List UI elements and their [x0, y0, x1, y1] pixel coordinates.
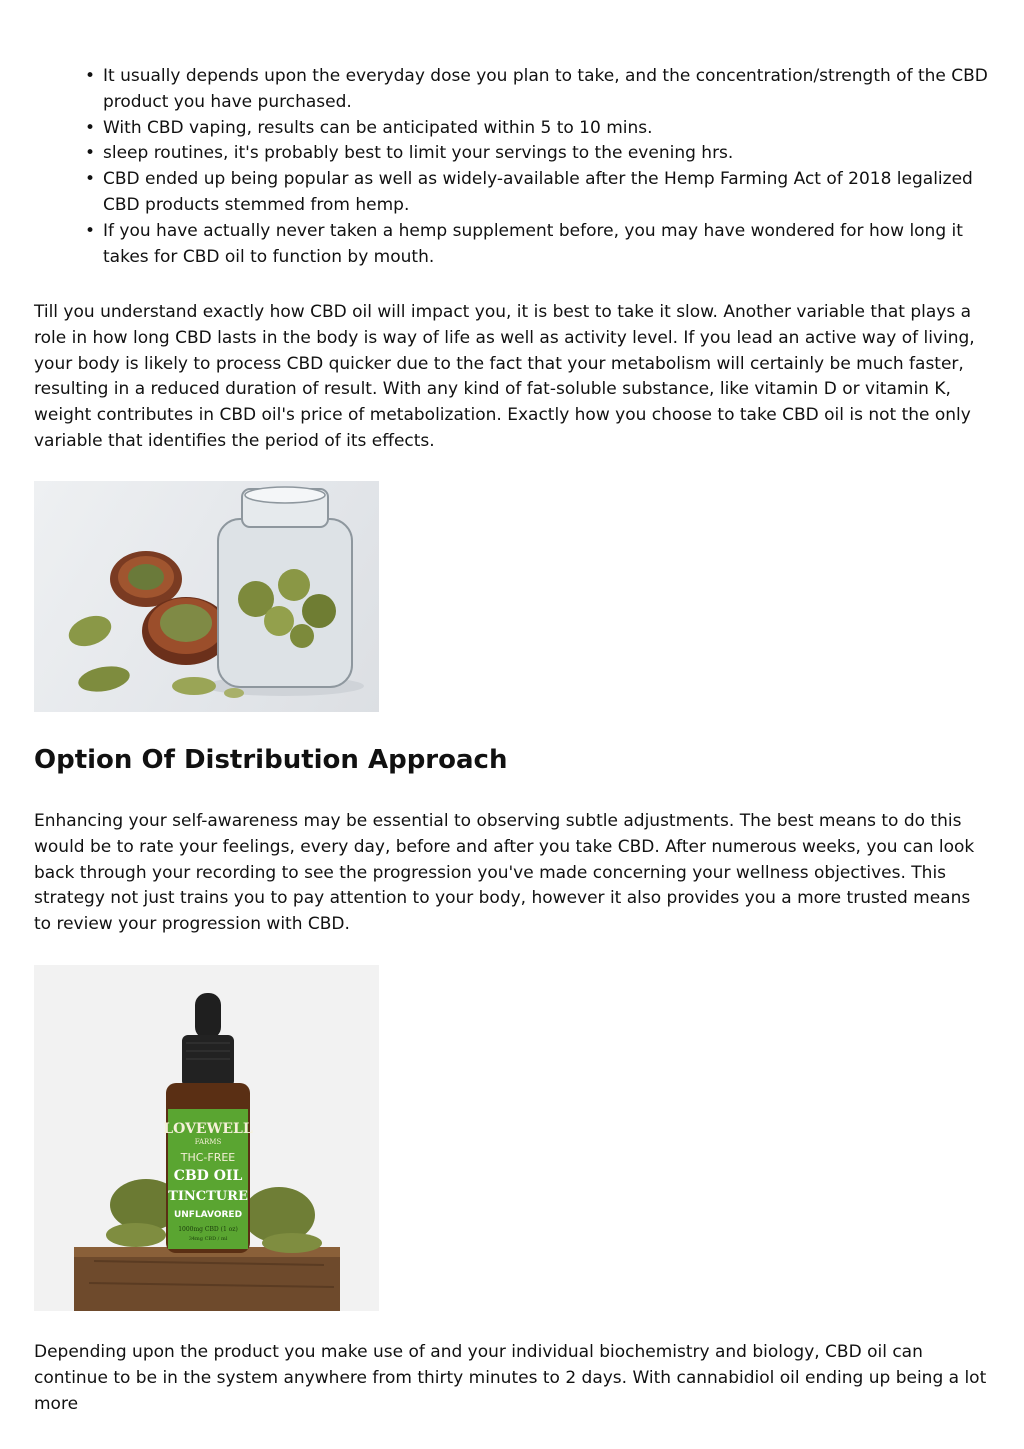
bottle-brand: LOVEWELL	[163, 1121, 253, 1137]
list-item: • It usually depends upon the everyday dose you plan to take, and the concentration/strength of the CBD product you have purchased.	[85, 64, 990, 116]
list-item: • With CBD vaping, results can be anticipated within 5 to 10 mins.	[85, 116, 990, 142]
bottle-line6: 34mg CBD / ml	[188, 1236, 228, 1242]
cbd-bottle-illustration	[34, 965, 379, 1311]
list-item: • If you have actually never taken a hemp supplement before, you may have wondered for how long it takes for CBD oil to function by mouth.	[85, 219, 990, 271]
bottle-line3: TINCTURE	[168, 1189, 248, 1204]
photo-cbd-bottle	[34, 965, 379, 1311]
bottle-sub: FARMS	[194, 1138, 222, 1146]
paragraph-system-duration: Depending upon the product you make use of and your individual biochemistry and biology, CBD oil can continue to be in the system anywhere from thirty minutes to 2 days. With cannabidiol oil ending up being a lot more	[34, 1342, 987, 1414]
grinder-jar-illustration	[34, 481, 379, 712]
list-item: • sleep routines, it's probably best to limit your servings to the evening hrs.	[85, 141, 990, 167]
paragraph-self-awareness: Enhancing your self-awareness may be essential to observing subtle adjustments. The best means to do this would be to rate your feelings, every day, before and after you take CBD. After numerous weeks, you can look back through your recording to see the progression you've made concerning your wellness objectives. This strategy not just trains you to pay attention to your body, however it also provides you a more trusted means to review your progression with CBD.	[34, 811, 975, 935]
bullet-list	[85, 64, 990, 270]
paragraph-duration: Till you understand exactly how CBD oil will impact you, it is best to take it slow. Another variable that plays a role in how long CBD lasts in the body is way of life as well as activity level. If you lead an active way of living, your body is likely to process CBD quicker due to the fact that your metabolism will certainly be much faster, resulting in a reduced duration of result. With any kind of fat-soluble substance, like vitamin D or vitamin K, weight contributes in CBD oil's price of metabolization. Exactly how you choose to take CBD oil is not the only variable that identifies the period of its effects.	[34, 302, 975, 451]
bottle-line2: CBD OIL	[173, 1168, 243, 1184]
bottle-line4: UNFLAVORED	[173, 1210, 243, 1220]
bottle-line1: THC-FREE	[180, 1151, 236, 1164]
bottle-line5: 1000mg CBD (1 oz)	[178, 1226, 238, 1233]
photo-grinder-and-jar	[34, 481, 379, 712]
list-item: • CBD ended up being popular as well as widely-available after the Hemp Farming Act of 2018 legalized CBD products stemmed from hemp.	[85, 167, 990, 219]
section-heading: Option Of Distribution Approach	[34, 745, 508, 775]
